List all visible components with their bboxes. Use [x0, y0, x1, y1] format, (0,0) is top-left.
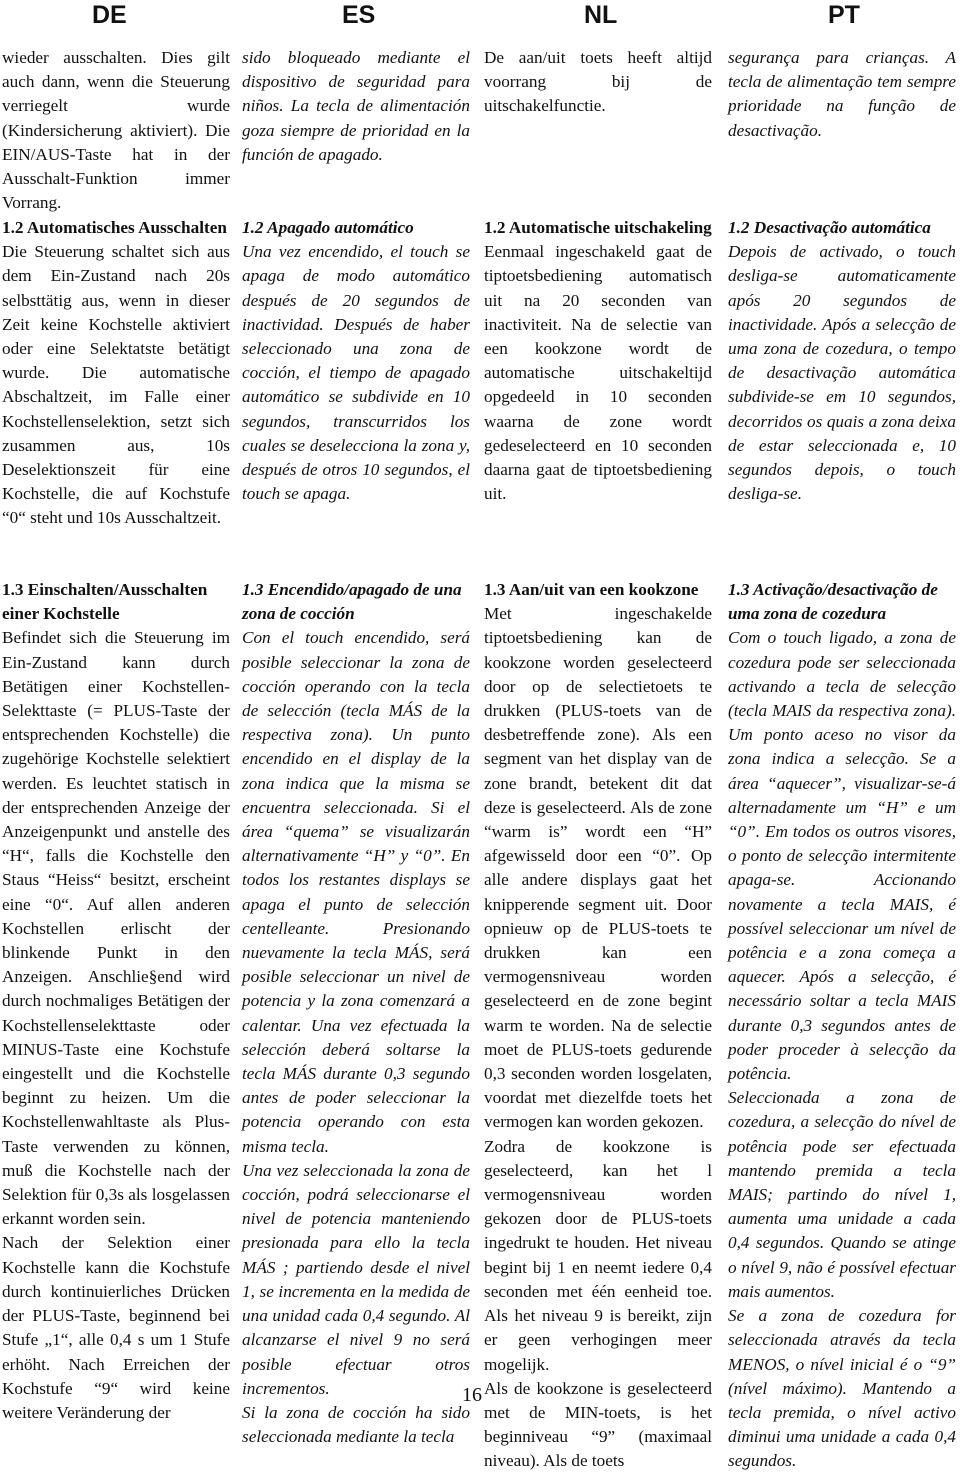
top-text-nl: [484, 46, 712, 119]
top-text-de: [2, 46, 230, 215]
section-1-2-body-pt: Depois de activado, o touch desliga-se automaticamente após 20 segundos de inactividade. Após a selecção de uma zona de cozedura, o tempo de desactivação automática subdivide-se em 10 segundos, decorridos os quais a zona deixa de estar seleccionada e, 10 segundos depois, o touch desliga-se.: [728, 242, 956, 504]
section-1-3-title-pt: 1.3 Activação/desactivação de uma zona de cozedura: [728, 580, 938, 624]
section-1-2-body-de: Die Steuerung schaltet sich aus dem Ein-Zustand nach 20s selbsttätig aus, wenn in dieser Zeit keine Kochstelle aktiviert oder eine Selektatste betätigt wurde. Die automatische Abschaltzeit, im Falle einer Kochstellenselektion, setzt sich zusammen aus, 10s Deselektionszeit für eine Kochstelle, die auf Kochstufe “0“ steht und 10s Ausschaltzeit.: [2, 242, 230, 528]
section-1-3-p2-de: Nach der Selektion einer Kochstelle kann die Kochstufe durch kontinuierliches Drücken der PLUS-Taste, beginnend bei Stufe „1“, alle 0,4 s um 1 Stufe erhöht. Nach Erreichen der Kochstufe “9“ wird keine weitere Veränderung der: [2, 1233, 230, 1422]
section-1-3-p1-nl: Met ingeschakelde tiptoetsbediening kan de kookzone worden geselecteerd door op de selectietoets te drukken (PLUS-toets van de desbetreffende zone). Als een segment van het display van de zone brandt, betekent dit dat deze is geselecteerd. Als de zone “warm is” wordt een “H” afgewisseld door een “0”. Op alle andere displays gaat het knipperende segment uit. Door opnieuw op de PLUS-toets te drukken kan een vermogensniveau worden geselecteerd en de zone begint warm te worden. Na de selectie moet de PLUS-toets gedurende 0,3 seconden worden losgelaten, voordat met diezelfde toets het vermogen kan worden gekozen.: [484, 604, 712, 1132]
top-paragraph-es: sido bloqueado mediante el dispositivo de seguridad para niños. La tecla de alimentación goza siempre de prioridad en la función de apagado.: [242, 48, 470, 164]
section-1-3-title-de: 1.3 Einschalten/Ausschalten einer Kochstelle: [2, 580, 208, 624]
top-paragraph-de: wieder ausschalten. Dies gilt auch dann, wenn die Steuerung verriegelt wurde (Kindersicherung aktiviert). Die EIN/AUS-Taste hat in der Ausschalt-Funktion immer Vorrang.: [2, 48, 230, 213]
section-1-3-p3-es: Si la zona de cocción ha sido seleccionada mediante la tecla: [242, 1402, 470, 1447]
section-1-3-p3-pt: Se a zona de cozedura for seleccionada através da tecla MENOS, o nível inicial é o “9” (nível máximo). Mantendo a tecla premida, o nível activo diminui uma unidade a cada 0,4 segundos.: [728, 1306, 956, 1471]
section-1-3-pt: [728, 578, 956, 1474]
section-1-2-body-es: Una vez encendido, el touch se apaga de modo automático después de 20 segundos de inactividad. Después de haber seleccionado una zona de cocción, el tiempo de apagado automático se subdivide en 10 segundos, transcurridos los cuales se deselecciona la zona y, después de otros 10 segundos, el touch se apaga.: [242, 242, 470, 504]
section-1-3-p3-nl: Als de kookzone is geselecteerd met de MIN-toets, is het beginniveau “9” (maximaal niveau). Als de toets: [484, 1378, 712, 1471]
top-paragraph-nl: De aan/uit toets heeft altijd voorrang bij de uitschakelfunctie.: [484, 48, 712, 116]
section-1-3-p1-es: Con el touch encendido, será posible seleccionar la zona de cocción operando con la tecla de selección (tecla MÁS de la respectiva zona). Un punto encendido en el display de la zona indica que la misma se encuentra seleccionada. Si el área “quema” se visualizarán alternativamente “H” y “0”. En todos los restantes displays se apaga el punto de selección centelleante. Presionando nuevamente la tecla MÁS, será posible seleccionar un nivel de potencia y la zona comenzará a calentar. Una vez efectuada la selección deberá soltarse la tecla MÁS durante 0,3 segundo antes de poder seleccionar la potencia operando con esta misma tecla.: [242, 628, 470, 1156]
header-es: ES: [342, 1, 376, 29]
section-1-3-de: [2, 578, 230, 1425]
section-1-3-p1-pt: Com o touch ligado, a zona de cozedura pode ser seleccionada activando a tecla de selecção (tecla MAIS da respectiva zona). Um ponto aceso no visor da zona indica a selecção. Se a área “aquecer”, visualizar-se-á alternadamente um “H” e um “0”. Em todos os outros visores, o ponto de selecção intermitente apaga-se. Accionando novamente a tecla MAIS, é possível seleccionar um nível de potência e a zona começa a aquecer. Após a selecção, é necessário soltar a tecla MAIS durante 0,3 segundos antes de poder proceder à selecção da potência.: [728, 628, 956, 1084]
section-1-2-title-de: 1.2 Automatisches Ausschalten: [2, 218, 227, 237]
header-pt: PT: [828, 1, 860, 29]
top-text-pt: [728, 46, 956, 143]
header-de: DE: [92, 1, 127, 29]
section-1-3-p2-es: Una vez seleccionada la zona de cocción, podrá seleccionarse el nivel de potencia manteniendo presionada para ello la tecla MÁS ; partiendo desde el nivel 1, se incrementa en la medida de una unidad cada 0,4 segundo. Al alcanzarse el nivel 9 no será posible efectuar otros incrementos.: [242, 1160, 470, 1398]
language-header: [0, 0, 960, 32]
section-1-2-title-es: 1.2 Apagado automático: [242, 218, 414, 237]
section-1-3-title-es: 1.3 Encendido/apagado de una zona de cocción: [242, 580, 462, 624]
section-1-2-nl: [484, 216, 712, 506]
section-1-3-p2-pt: Seleccionada a zona de cozedura, a selecção do nível de potência pode ser efectuada mantendo premida a tecla MAIS; partindo do nível 1, aumenta uma unidade a cada 0,4 segundos. Quando se atinge o nível 9, não é possível efectuar mais aumentos.: [728, 1088, 956, 1301]
page-number: 16: [462, 1384, 482, 1406]
top-paragraph-pt: segurança para crianças. A tecla de alimentação tem sempre prioridade na função de desactivação.: [728, 48, 956, 140]
section-1-3-title-nl: 1.3 Aan/uit van een kookzone: [484, 580, 699, 599]
section-1-2-es: [242, 216, 470, 506]
section-1-3-es: [242, 578, 470, 1449]
section-1-3-p2-nl: Zodra de kookzone is geselecteerd, kan het l vermogensniveau worden gekozen door de PLUS-toets ingedrukt te houden. Het niveau begint bij 1 en neemt iedere 0,4 seconden met één eenheid toe. Als het niveau 9 is bereikt, zijn er geen verhogingen meer mogelijk.: [484, 1136, 712, 1374]
section-1-3-nl: [484, 578, 712, 1474]
header-nl: NL: [584, 1, 618, 29]
section-1-2-title-pt: 1.2 Desactivação automática: [728, 218, 931, 237]
section-1-2-title-nl: 1.2 Automatische uitschakeling: [484, 218, 712, 237]
section-1-2-body-nl: Eenmaal ingeschakeld gaat de tiptoetsbediening automatisch uit na 20 seconden van inactiviteit. Na de selectie van een kookzone wordt de automatische uitschakeltijd opgedeeld in 10 seconden waarna de zone wordt gedeselecteerd en 10 seconden daarna gaat de tiptoetsbediening uit.: [484, 242, 712, 504]
section-1-2-pt: [728, 216, 956, 506]
section-1-2-de: [2, 216, 230, 531]
top-text-es: [242, 46, 470, 167]
section-1-3-p1-de: Befindet sich die Steuerung im Ein-Zustand kann durch Betätigen einer Kochstellen-Selekttaste (= PLUS-Taste der entsprechenden Kochstelle) die zugehörige Kochstelle selektiert werden. Es leuchtet statisch in der entsprechenden Anzeige der Anzeigenpunkt und anstelle des “H“, falls die Kochstelle den Staus “Heiss“ besitzt, erscheint eine “0“. Auf allen anderen Kochstellen erlischt der blinkende Punkt in den Anzeigen. Anschlie§end wird durch nochmaliges Betätigen der Kochstellenselekttaste oder MINUS-Taste eine Kochstufe eingestellt und die Kochstelle beginnt zu heizen. Um die Kochstellenwahltaste als Plus-Taste verwenden zu können, muß die Kochstelle nach der Selektion für 0,3s als losgelassen erkannt worden sein.: [2, 628, 230, 1229]
